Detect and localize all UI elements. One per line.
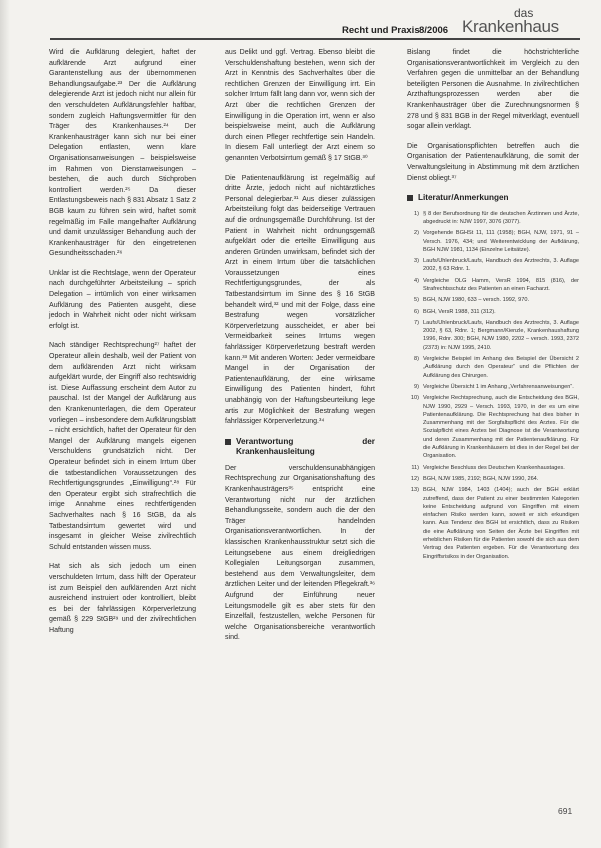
paragraph: aus Delikt und ggf. Vertrag. Ebenso bleibt die Verschuldenshaftung bestehen, wenn sich der Arzt in Kenntnis des Sachverhaltes über die rechtlichen Grenzen der Einwilligung irrt. Ein solcher Irrtum fällt lang dann vor, wenn sich der Arzt über die rechtlichen Grenzen der Einwilligung in die Operation irrt, wenn er also beispielsweise meint, auch die Aufklärung durch einen Pfleger rechtfertige sein Handeln. In diesem Fall unterliegt der Arzt einem so genannten Verbotsirrtum gemäß § 17 StGB.³⁰ [225,49,375,162]
reference-number: 5) [414,297,419,304]
paragraph: Wird die Aufklärung delegiert, haftet der aufklärende Arzt aufgrund einer Garantenstellung aus der übernommenen Behandlungsaufgabe.²³ Der die Aufklärung delegierende Arzt ist jedoch nicht nur allein für den verschuldeten Aufklärungsfehler haftbar, sondern zugleich Haftungsvermittler für den Träger des Krankenhauses.²⁴ Der Krankenhausträger kann sich nur bei einer Delegation entlasten, wenn klare Organisationsanweisungen – beispielsweise im Rahmen von Dienstanweisungen – bestehen, die auch durch Stichproben kontrolliert werden.²⁵ Da dieser Entlastungsbeweis nach § 831 Absatz 1 Satz 2 BGB kaum zu führen sein wird, haftet somit regelmäßig im Falle mangelhafter Aufklärung und damit unzulässiger Behandlung auch der Krankenhausträger für den eingetretenen Gesundheitsschaden.²⁶ [49,49,196,258]
paragraph: Der verschuldensunabhängigen Rechtsprechung zur Organisationshaftung des Krankenhausträgers³⁵ entspricht eine Verantwortung nicht nur der ärztlichen Behandlungsseite, sondern auch die der den Träger handelnden Organisationsverantwortlichen. In der klassischen Krankenhausstruktur setzt sich die Leitungsebene aus einem dreigliedrigen Kollegialen Leitungsorgan zusammen, bestehend aus dem Verwaltungsleiter, dem ärztlichen Leiter und der leitenden Pflegekraft.³⁶ Aufgrund der Einführung neuer Leitungsmodelle gilt es aber stets für den Einzelfall, festzustellen, welche Personen für welche Organisationsbereiche verantwortlich sind. [225,464,375,642]
reference-list [407,210,579,561]
reference-number: 4) [414,277,419,284]
reference-text: BGH, NJW 1985, 2192; BGH, NJW 1990, 264. [423,475,539,482]
references-heading [407,193,579,204]
reference-text: Vorgehende BGHSt 11, 111 (1958); BGH, NJW, 1971, 91 – Versch. 1976, 434; und Weiterentwicklung der Aufklärung, BGH NJW 1981, 1134 (Einzelne Leitsätze). [423,230,579,253]
reference-item [407,210,579,227]
reference-number: 10) [410,395,419,402]
reference-item [407,277,579,294]
reference-item [407,319,579,352]
paragraph: Die Organisationspflichten betreffen auch die Organisation der Patientenaufklärung, die somit der Verwaltungsleitung in Abstimmung mit dem ärztlichen Dienst obliegt.³⁷ [407,142,579,182]
reference-item [407,394,579,460]
reference-number: 7) [414,319,419,326]
reference-text: § 8 der Berufsordnung für die deutschen Ärztinnen und Ärzte, abgedruckt in: NJW 1997, 3076 (3077). [423,210,579,225]
column-3 [407,48,579,564]
reference-number: 1) [414,210,419,217]
paragraph: Bislang findet die höchstrichterliche Organisationsverantwortlichkeit im Vergleich zu den Verfahren gegen die unmittelbar an der Behandlung beteiligten Personen die Ausnahme. In zivilrechtlichen Arzthaftungsprozessen werden aber die Krankenhausträger über die Zurechnungsnormen § 278 und § 831 BGB in der Regel mitverklagt, eventuell sogar allein verklagt. [407,49,579,131]
reference-text: BGH, NJW 1980, 633 – versch. 1992, 970. [423,297,530,304]
reference-number: 13) [410,487,419,494]
paragraph: Die Patientenaufklärung ist regelmäßig auf dritte Ärzte, jedoch nicht auf nichtärztliches Personal delegierbar.³¹ Aus dieser zulässigen Arbeitsteilung folgt das beiderseitige Vertrauen auf die ordnungsgemäße Durchführung. Ist der Patient in Wahrheit nicht ordnungsgemäß aufgeklärt oder die erteilte Einwilligung aus anderen Gründen unwirksam, befindet sich der Arzt in einem Irrtum über die tatsächlichen Voraussetzungen eines Rechtfertigungsgrundes, der als Tatbestandsirrtum im Sinne des § 16 StGB behandelt wird,³² und mit der Folge, dass eine Bestrafung wegen vorsätzlicher Körperverletzung ausscheidet, er aber bei Vermeidbarkeit seines Irrtums wegen fahrlässiger Körperverletzung bestraft werden kann.³³ Mit anderen Worten: Jeder vermeidbare Mangel in der Organisation der Patientenaufklärung, der eine wirksame Einwilligung des Patienten hindert, führt unabhängig von der Haftungsbeurteilung lege artis zur Möglichkeit der Bestrafung wegen fahrlässiger Körperverletzung.³⁴ [225,174,375,426]
column-1 [49,48,196,645]
reference-number: 6) [414,308,419,315]
reference-text: Laufs/Uhlenbruck/Laufs, Handbuch des Arztrechts, 3. Auflage 2002, § 63 Rdnr. 1. [423,258,579,273]
paragraph: Hat sich als sich jedoch um einen verschuldeten Irrtum, dass hilft der Operateur ist zum Beispiel den aufklärenden Arzt nicht ausreichend instruiert oder kontrolliert, bleibt es bei der fahrlässigen Körperverletzung gemäß § 229 StGB²⁹ und der zivilrechtlichen Haftung [49,563,196,634]
journal-logo-main: Krankenhaus [462,17,559,36]
reference-item [407,475,579,483]
reference-item [407,383,579,391]
reference-text: BGH, NJW 1984, 1403 (1404); auch der BGH erklärt zutreffend, dass der Patient zu einer bestimmten Kategorien keine Entscheidung aufgrund von Eingriffen mit einem einfachen Risiko werden kann, soweit er sich erkundigen kann. Aus Tendenz des BGH ist ersichtlich, dass zu Risiken die eine Aufklärung von Seiten der Ärzte bei Eingriffen mit erheblichen Risiken für die Patienten sowohl die sich aus dem Vertrag des Patienten ergeben. Für die Verantwortung des Eingriffsrisikos in der Organisation. [423,487,579,560]
reference-text: Vergleiche Übersicht 1 im Anhang „Verfahrensanweisungen“. [423,383,574,390]
reference-text: Vergleiche Beispiel im Anhang des Beispiel der Übersicht 2 „Aufklärung durch den Operateur“ und die Pflichten der Aufklärung des Chirurgen. [423,356,579,379]
heading-bullet [225,439,231,445]
journal-logo [462,6,582,40]
reference-item [407,229,579,254]
reference-number: 12) [410,475,419,482]
reference-item [407,464,579,472]
header-rule [50,38,580,40]
reference-text: Vergleiche Rechtsprechung, auch die Entscheidung des BGH, NJW 1990, 2929 – Versch. 1993, 1970, in der es um eine Patientenaufklärung. Die Rechtsprechung hat dies bisher in Zusammenhang mit der Sorgfaltspflicht des Arztes. Für die Sozialpflicht eines Arztes bei Diagnose ist die Verantwortung und deren Zusammenhang mit der Patientenaufklärung. Für die Aufklärung in Krankenhäusern ist dies in der Regel bei der Organisation. [423,395,579,460]
scan-edge [0,0,10,848]
reference-item [407,308,579,316]
reference-item [407,486,579,561]
reference-number: 3) [414,258,419,265]
journal-logo-top: das [514,6,534,20]
reference-number: 8) [414,356,419,363]
reference-text: BGH, VersR 1988, 311 (312). [423,308,496,315]
reference-number: 2) [414,230,419,237]
reference-item [407,355,579,380]
reference-number: 11) [411,464,419,471]
reference-number: 9) [414,383,419,390]
heading-text: Verantwortung der Krankenhausleitung [236,436,375,457]
issue-number: 8/2006 [419,25,449,36]
reference-text: Vergleiche OLG Hamm, VersR 1994, 815 (816), der Strafrechtsschutz des Patienten an einen Facharzt. [423,277,579,292]
column-2 [225,48,375,653]
reference-text: Vergleiche Beschluss des Deutschen Krankenhaustages. [423,464,565,471]
heading-text: Literatur/Anmerkungen [418,193,509,203]
reference-item [407,296,579,304]
reference-item [407,257,579,274]
paragraph: Unklar ist die Rechtslage, wenn der Operateur nach durchgeführter Arbeitsteilung – sprich Delegation – irrtümlich von einer wirksamen Aufklärung des Patienten ausgeht, diese jedoch in Wahrheit nicht oder nicht wirksam erfolgt ist. [49,269,196,330]
section-heading [225,437,375,458]
reference-text: Laufs/Uhlenbruck/Laufs, Handbuch des Arztrechts, 3. Auflage 2002, § 63, Rdnr. 1; Bergmann/Kienzle, Krankenhaushaftung 1996, Rdnr. 300; BGH, NJW 1980, 2202 – versch. 1993, 2372 (2373) in: NJW 1995, 2410. [423,319,579,351]
section-title: Recht und Praxis [342,25,420,36]
paragraph: Nach ständiger Rechtsprechung²⁷ haftet der Operateur allein deshalb, weil der Patient von dem aufklärenden Arzt nicht wirksam aufgeklärt wurde, der Eingriff also rechtswidrig ist. Diese Auffassung erscheint dem Autor zu pauschal. Ist der Mangel der Aufklärung aus den Krankenunterlagen, die dem Operateur vorliegen – insbesondere dem Aufklärungsblatt – nicht ersichtlich, haftet der Operateur für den Mangel der Aufklärung mangels eigenen Verschuldens grundsätzlich nicht. Der Operateur befindet sich in einem Irrtum über die tatbestandlichen Voraussetzungen des Rechtfertigungsgrundes „Einwilligung“.²⁸ Für den Operateur ergibt sich strafrechtlich die irrige Annahme eines rechtfertigenden Sachverhaltes nach § 16 StGB, da als Tatbestandsirrtum gewertet wird und insgesamt in gleicher Weise zivilrechtlich Schuld entstanden wissen muss. [49,342,196,551]
heading-bullet [407,195,413,201]
page-number: 691 [558,806,573,816]
